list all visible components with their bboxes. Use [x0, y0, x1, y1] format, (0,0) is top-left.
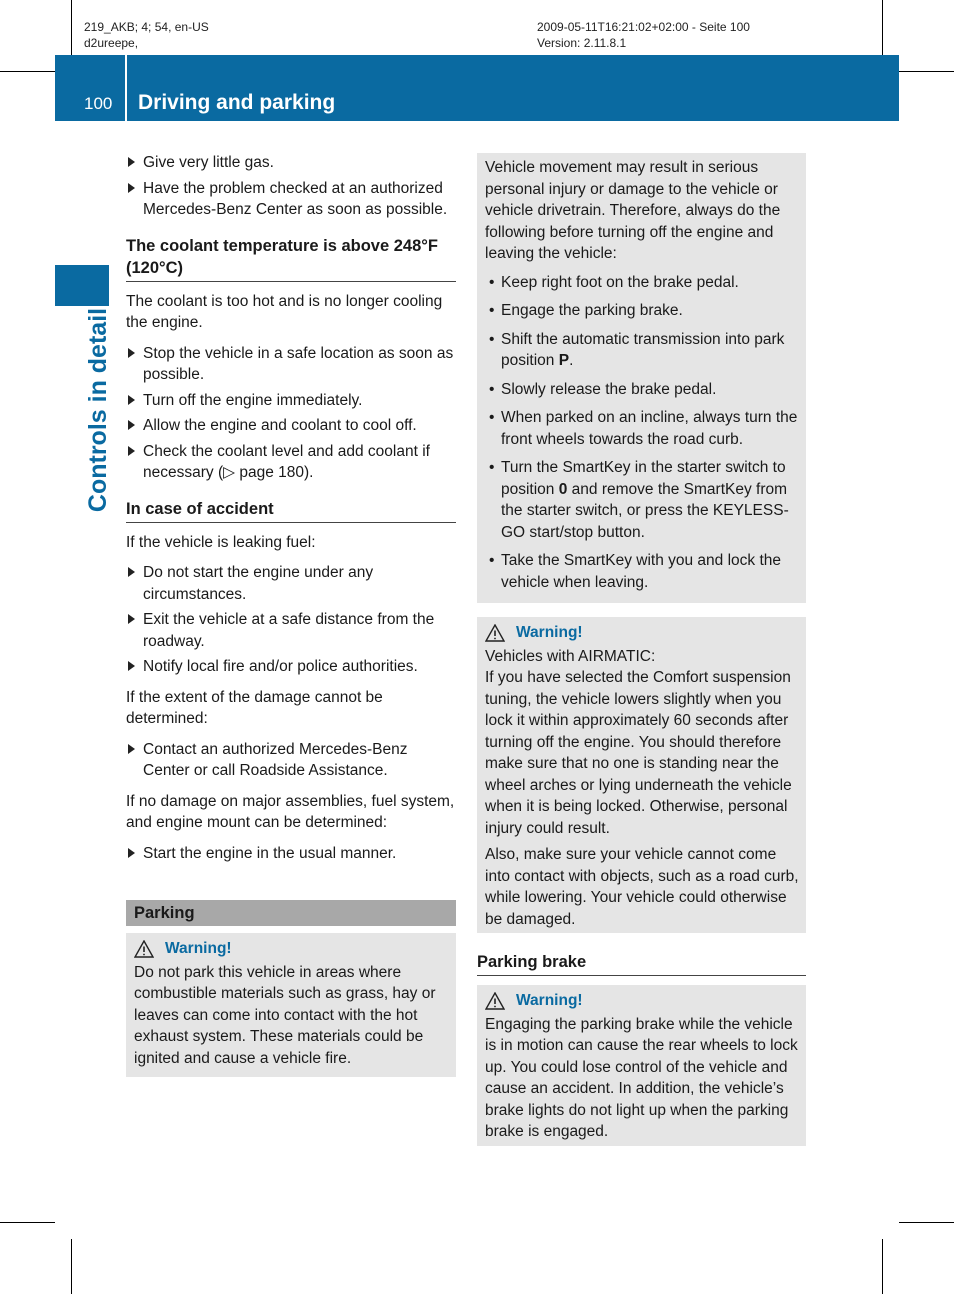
- list-item: Check the coolant level and add coolant if necessary (▷ page 180).: [126, 441, 456, 484]
- warning-text: Do not park this vehicle in areas where combustible materials such as grass, hay or leaves can come into contact with the hot exhaust system. These materials could be ignited and cause a vehicle fire.: [134, 963, 436, 1067]
- warning-header: [485, 622, 799, 644]
- warning-title: Warning!: [165, 940, 232, 957]
- crop-mark: [0, 71, 55, 72]
- step-list: [126, 152, 456, 221]
- parking-heading: Parking: [126, 900, 456, 926]
- parking-warning-box: [126, 933, 456, 1077]
- coolant-heading: The coolant temperature is above 248°F (120°C): [126, 235, 456, 282]
- list-item: • Slowly release the brake pedal.: [485, 379, 799, 401]
- warning-title: Warning!: [516, 624, 583, 641]
- list-item: Give very little gas.: [126, 152, 456, 174]
- crop-mark: [882, 0, 883, 55]
- side-tab-marker: [55, 265, 109, 306]
- nodamage-steps: [126, 843, 456, 865]
- warning-text: Also, make sure your vehicle cannot come into contact with objects, such as a road curb, while lowering. Your vehicle could otherwise be damaged.: [485, 846, 799, 928]
- warning-line: Vehicles with AIRMATIC:: [485, 647, 656, 665]
- movement-intro: Vehicle movement may result in serious personal injury or damage to the vehicle or vehicle drivetrain. Therefore, always do the following before turning off the engine and leaving the vehicle:: [485, 159, 781, 262]
- vehicle-movement-box: [477, 153, 806, 603]
- section-title: Driving and parking: [138, 91, 336, 114]
- fuel-intro: If the vehicle is leaking fuel:: [126, 533, 316, 551]
- coolant-steps: [126, 343, 456, 484]
- warning-triangle-icon: [485, 992, 505, 1010]
- warning-triangle-icon: [134, 940, 154, 958]
- page-number: 100: [84, 94, 113, 113]
- warning-text: If you have selected the Comfort suspension tuning, the vehicle lowers slightly when you lock it within approximately 60 seconds after turning off the engine. You should therefore make sure that no one is standing near the wheel arches or lying underneath the vehicle when it is being locked. Otherwise, personal injury could result.: [485, 669, 792, 837]
- accident-heading: In case of accident: [126, 498, 456, 523]
- crop-mark: [71, 0, 72, 55]
- list-item: • Shift the automatic transmission into park position P.: [485, 329, 799, 372]
- airmatic-warning-box: [477, 617, 806, 933]
- list-item: Exit the vehicle at a safe distance from the roadway.: [126, 609, 456, 652]
- side-tab-label: Controls in detail: [84, 307, 112, 513]
- print-meta-right: [537, 19, 750, 51]
- meta-line: 2009-05-11T16:21:02+02:00 - Seite 100: [537, 20, 750, 34]
- list-item: • Keep right foot on the brake pedal.: [485, 272, 799, 294]
- crop-mark: [899, 1222, 954, 1223]
- list-item: • Take the SmartKey with you and lock the vehicle when leaving.: [485, 550, 799, 593]
- damage-intro: If the extent of the damage cannot be determined:: [126, 688, 383, 727]
- list-item: Have the problem checked at an authorized Mercedes-Benz Center as soon as possible.: [126, 178, 456, 221]
- parking-brake-heading: Parking brake: [477, 951, 806, 976]
- header-divider: [125, 55, 127, 121]
- list-item: • When parked on an incline, always turn the front wheels towards the road curb.: [485, 407, 799, 450]
- list-item: • Turn the SmartKey in the starter switch to position 0 and remove the SmartKey from the starter switch, or press the KEYLESS-GO start/stop button.: [485, 457, 799, 543]
- warning-title: Warning!: [516, 992, 583, 1009]
- list-item: Contact an authorized Mercedes-Benz Center or call Roadside Assistance.: [126, 739, 456, 782]
- list-item: Stop the vehicle in a safe location as soon as possible.: [126, 343, 456, 386]
- warning-header: [485, 990, 799, 1012]
- right-column: [477, 153, 806, 1160]
- warning-text: Engaging the parking brake while the vehicle is in motion can cause the rear wheels to lock up. You could lose control of the vehicle and cause an accident. In addition, the vehicle’s brake lights do not light up when the parking brake is engaged.: [485, 1015, 798, 1140]
- meta-line: 219_AKB; 4; 54, en-US: [84, 20, 209, 34]
- fuel-steps: [126, 562, 456, 678]
- warning-triangle-icon: [485, 624, 505, 642]
- coolant-intro: The coolant is too hot and is no longer cooling the engine.: [126, 292, 443, 331]
- damage-steps: [126, 739, 456, 782]
- crop-mark: [71, 1239, 72, 1294]
- meta-line: d2ureepe,: [84, 36, 139, 50]
- list-item: • Engage the parking brake.: [485, 300, 799, 322]
- crop-mark: [882, 1239, 883, 1294]
- nodamage-intro: If no damage on major assemblies, fuel system, and engine mount can be determined:: [126, 792, 455, 831]
- list-item: Turn off the engine immediately.: [126, 390, 456, 412]
- left-column: [126, 152, 456, 1091]
- list-item: Do not start the engine under any circumstances.: [126, 562, 456, 605]
- crop-mark: [0, 1222, 55, 1223]
- parking-brake-warning-box: [477, 985, 806, 1146]
- meta-line: Version: 2.11.8.1: [537, 36, 627, 50]
- print-meta-left: [84, 19, 209, 51]
- list-item: Start the engine in the usual manner.: [126, 843, 456, 865]
- list-item: Allow the engine and coolant to cool off.: [126, 415, 456, 437]
- list-item: Notify local fire and/or police authorities.: [126, 656, 456, 678]
- crop-mark: [899, 71, 954, 72]
- movement-list: [485, 272, 799, 594]
- warning-header: [134, 938, 449, 960]
